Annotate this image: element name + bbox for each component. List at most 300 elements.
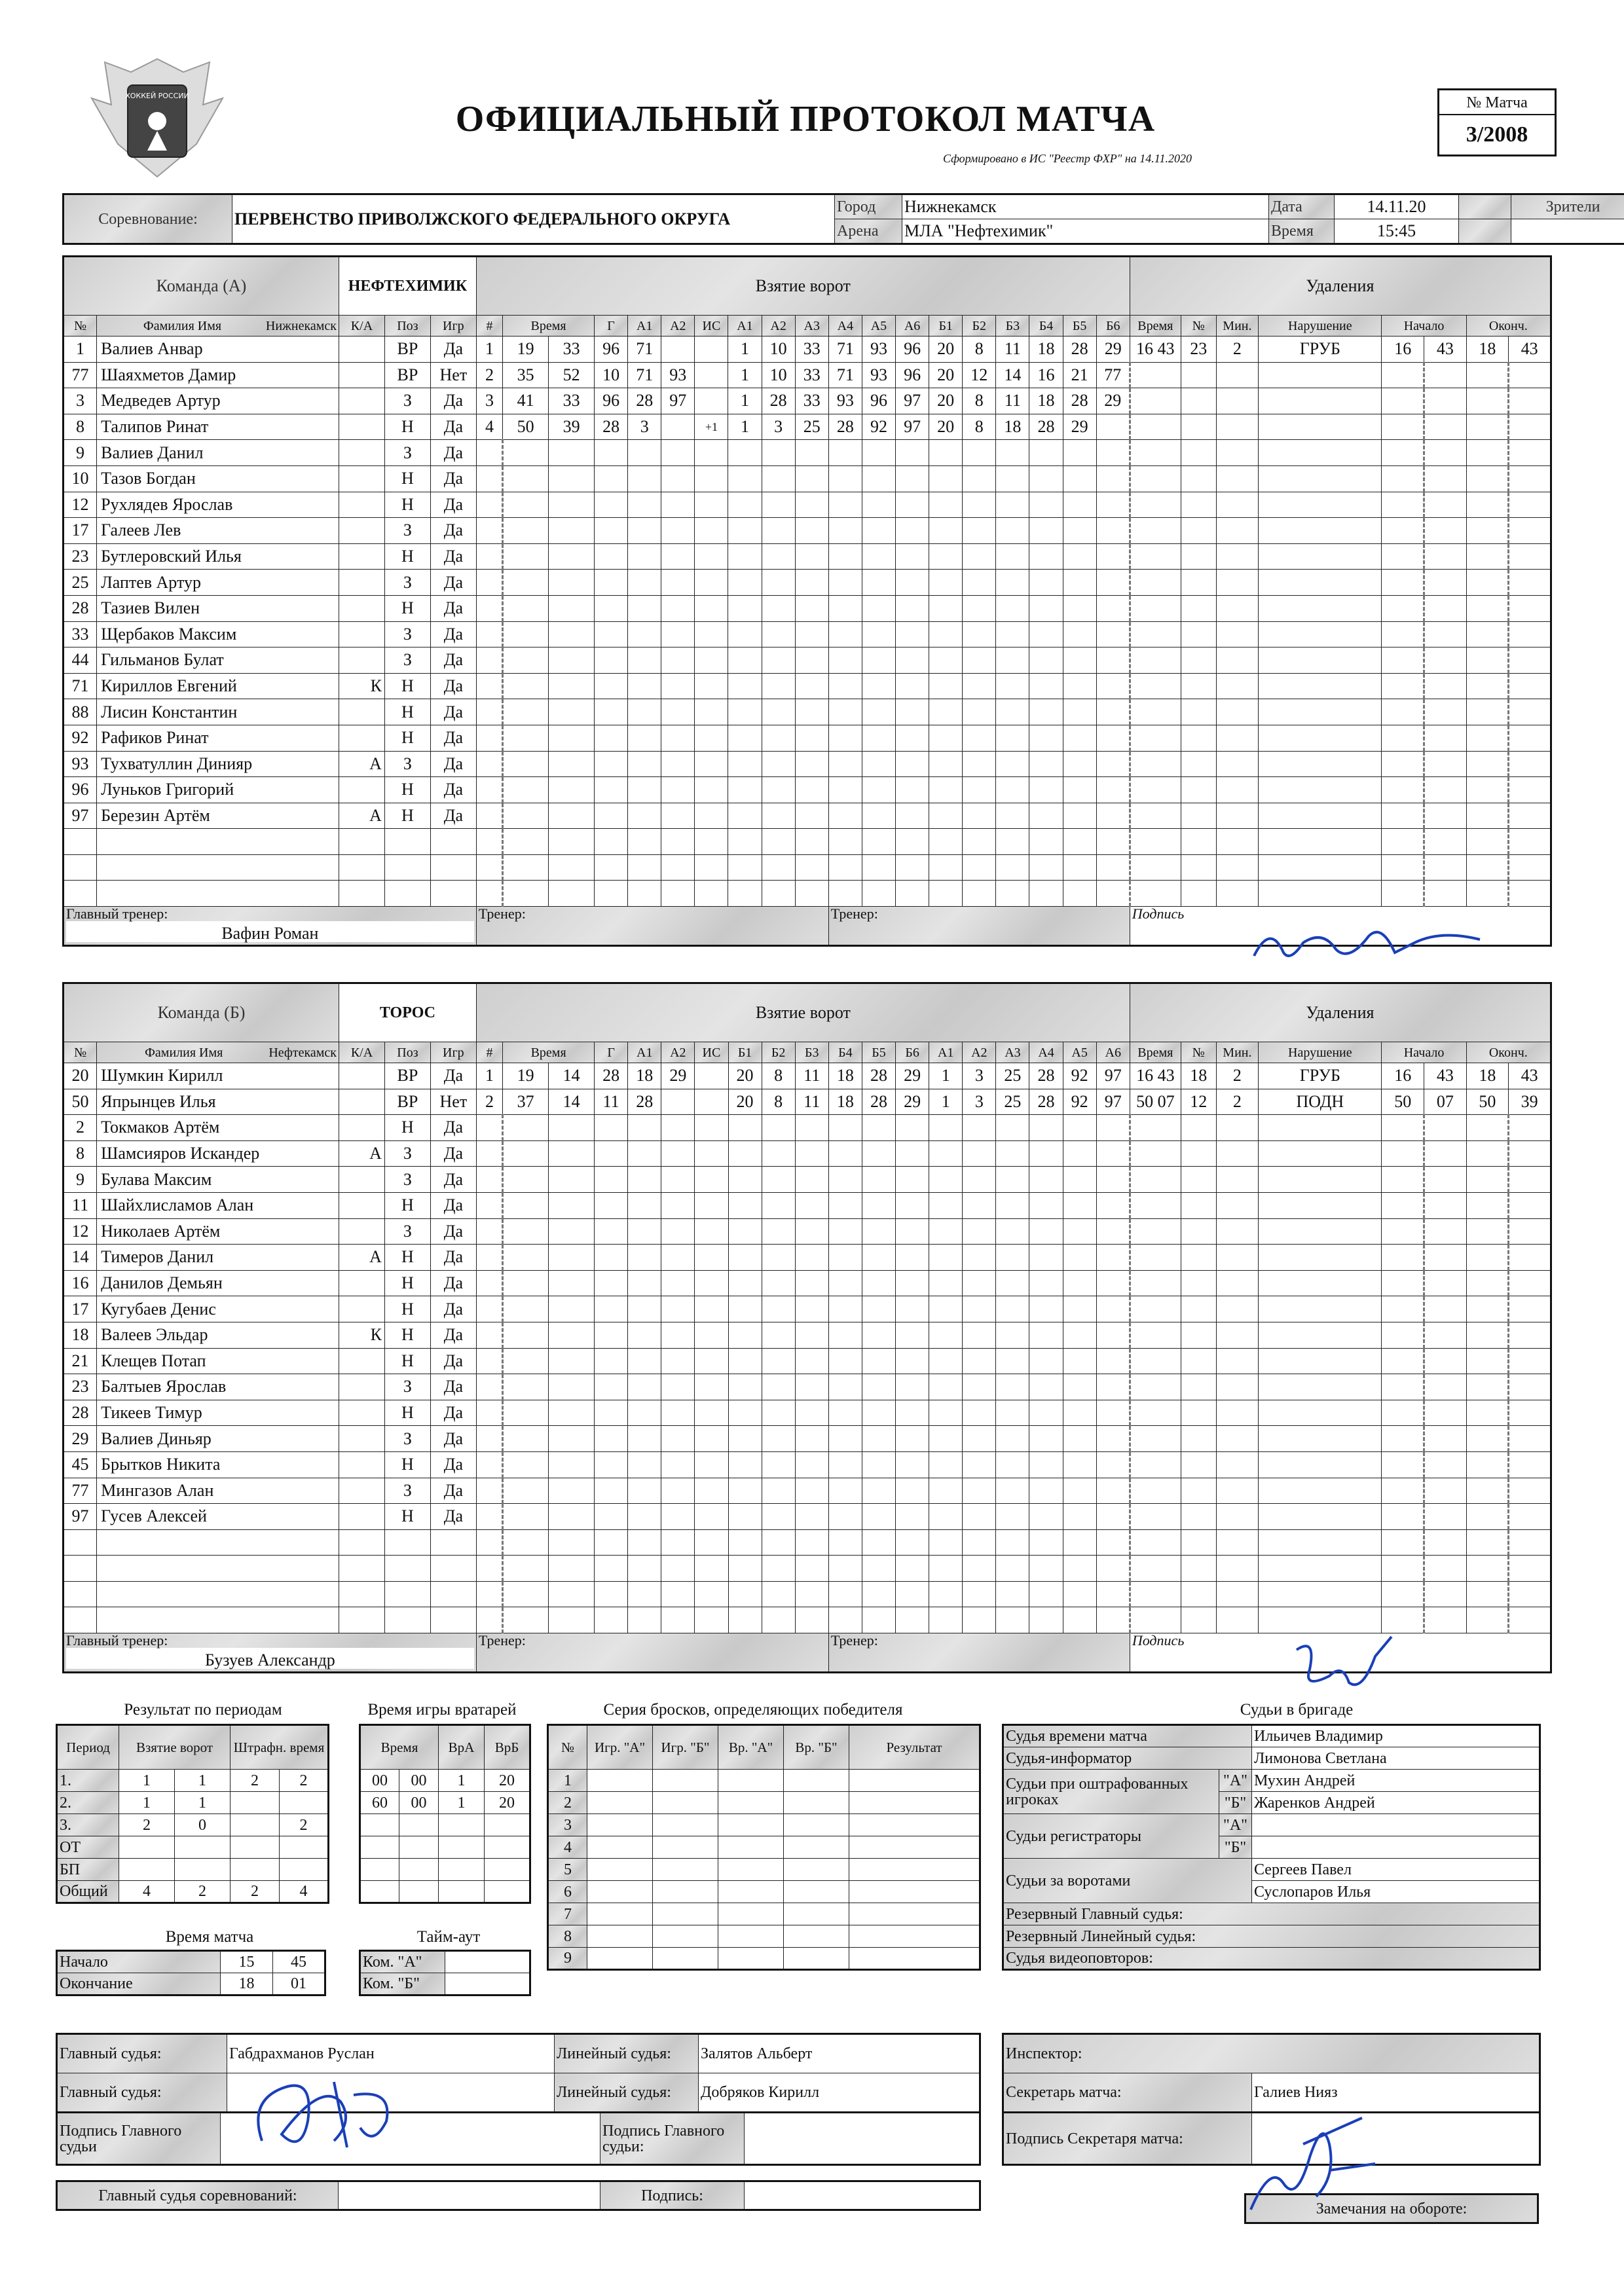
col-onice: А2	[762, 316, 795, 337]
col-onice: Б3	[996, 316, 1029, 337]
penalty-judges-label: Судьи при оштрафованных игроках	[1003, 1770, 1219, 1814]
player-played: Да	[430, 440, 476, 466]
timeout-table	[359, 1950, 531, 1996]
start-hours: 15	[221, 1951, 273, 1973]
goal-onice-player: 97	[1096, 1063, 1130, 1089]
player-number: 97	[64, 803, 97, 829]
player-played: Да	[430, 518, 476, 544]
player-name: Гусев Алексей	[97, 1504, 339, 1530]
player-position: Н	[384, 725, 430, 751]
col-onice: Б3	[795, 1042, 828, 1063]
player-position: Н	[384, 1504, 430, 1530]
period-pim-a	[231, 1836, 280, 1859]
goal-scorer: 28	[595, 414, 628, 440]
penalty-start-min: 16	[1382, 337, 1424, 363]
player-name: Луньков Григорий	[97, 777, 339, 803]
player-played: Нет	[430, 1089, 476, 1115]
player-position: Н	[384, 673, 430, 699]
player-number: 25	[64, 570, 97, 596]
goal-onice-player: 93	[828, 388, 862, 414]
timeout-title: Тайм-аут	[416, 1928, 481, 1946]
player-role	[339, 725, 385, 751]
player-role	[339, 854, 385, 881]
col-pen-end: Оконч.	[1466, 1042, 1551, 1063]
col-onice: А1	[728, 316, 762, 337]
goalie-time-title: Время игры вратарей	[367, 1701, 517, 1719]
goalie-row	[360, 1836, 530, 1859]
player-number: 88	[64, 699, 97, 725]
penalty-player: 18	[1181, 1063, 1216, 1089]
shootout-number: 2	[548, 1792, 587, 1814]
team_b-trainer-2: Тренер:	[828, 1633, 1130, 1673]
penalty-start-sec: 07	[1424, 1089, 1467, 1115]
player-row	[64, 673, 1551, 699]
competition-table	[62, 193, 1624, 245]
shootout-header: Игр. "А"	[587, 1725, 653, 1770]
registrar-label: Судьи регистраторы	[1003, 1814, 1219, 1859]
col-onice: А3	[996, 1042, 1029, 1063]
player-number: 92	[64, 725, 97, 751]
player-played: Да	[430, 673, 476, 699]
col-pos: Поз	[384, 316, 430, 337]
goal-onice-player: 8	[963, 414, 996, 440]
officials-title: Судьи в бригаде	[1240, 1701, 1354, 1719]
goal-onice-player: 1	[728, 388, 762, 414]
coach-a-signature	[1244, 917, 1486, 975]
goal-onice-player: 11	[795, 1063, 828, 1089]
period-row	[57, 1814, 329, 1836]
player-row	[64, 465, 1551, 492]
player-number: 14	[64, 1245, 97, 1271]
player-position: Н	[384, 1322, 430, 1348]
shootout-header: Игр. "Б"	[653, 1725, 718, 1770]
player-role	[339, 777, 385, 803]
goal-onice-player: 28	[828, 414, 862, 440]
player-name: Тухватуллин Динияр	[97, 751, 339, 777]
goalie-b	[485, 1836, 530, 1859]
goalie-time-header: Время	[360, 1725, 439, 1770]
linesman-1: Залятов Альберт	[699, 2034, 980, 2073]
goalie-row	[360, 1859, 530, 1881]
date-value: 14.11.20	[1335, 194, 1459, 219]
goal-onice-player: 92	[1063, 1089, 1096, 1115]
registrar-b-tag: "Б"	[1219, 1836, 1252, 1859]
period-goals-b	[175, 1859, 231, 1881]
goal-number: 2	[476, 1089, 502, 1115]
player-played: Да	[430, 1348, 476, 1374]
period-pim-b: 2	[280, 1770, 329, 1792]
col-onice: А4	[828, 316, 862, 337]
timeout-a-value	[445, 1951, 530, 1973]
player-name: Брытков Никита	[97, 1451, 339, 1478]
goalie-b-header: ВрБ	[485, 1725, 530, 1770]
goal-onice-player: 71	[828, 362, 862, 388]
player-name: Валиев Анвар	[97, 337, 339, 363]
period-name: 2.	[57, 1792, 119, 1814]
goal-onice-player: 97	[1096, 1089, 1130, 1115]
player-played: Нет	[430, 362, 476, 388]
goal-second: 52	[549, 362, 595, 388]
player-position: З	[384, 1478, 430, 1504]
goal-onice-player: 1	[728, 337, 762, 363]
end-label: Окончание	[57, 1973, 221, 1995]
player-number: 44	[64, 647, 97, 674]
player-role	[339, 1581, 385, 1607]
goal-minute: 41	[503, 388, 549, 414]
player-name: Балтыев Ярослав	[97, 1374, 339, 1400]
player-name: Кириллов Евгений	[97, 673, 339, 699]
player-played	[430, 854, 476, 881]
player-row	[64, 518, 1551, 544]
team_b-goals-label: Взятие ворот	[476, 983, 1130, 1042]
goal-scorer: 10	[595, 362, 628, 388]
player-name	[97, 1581, 339, 1607]
goal-onice-player: 1	[929, 1063, 963, 1089]
informer-label: Судья-информатор	[1003, 1747, 1252, 1770]
goal-onice-player: 18	[1029, 388, 1063, 414]
shootout-header: Результат	[849, 1725, 980, 1770]
time-value: 15:45	[1335, 219, 1459, 244]
team_a-city: Нижнекамск	[265, 318, 337, 333]
player-number: 3	[64, 388, 97, 414]
start-label: Начало	[57, 1951, 221, 1973]
player-position	[384, 881, 430, 907]
goalie-minute	[360, 1859, 399, 1881]
player-role	[339, 543, 385, 570]
goal-situation: +1	[695, 414, 728, 440]
player-number: 71	[64, 673, 97, 699]
player-name	[97, 881, 339, 907]
player-role	[339, 1063, 385, 1089]
player-position: ВР	[384, 337, 430, 363]
player-position	[384, 854, 430, 881]
player-number: 96	[64, 777, 97, 803]
period-pim-b	[280, 1859, 329, 1881]
period-row	[57, 1859, 329, 1881]
informer-name: Лимонова Светлана	[1252, 1747, 1540, 1770]
goal-second: 39	[549, 414, 595, 440]
goal-number: 4	[476, 414, 502, 440]
main-referee-1: Габдрахманов Руслан	[227, 2034, 555, 2073]
goal-onice-player: 25	[996, 1063, 1029, 1089]
player-row	[64, 1218, 1551, 1245]
goal-scorer: 28	[595, 1063, 628, 1089]
col-goal: Г	[595, 1042, 628, 1063]
player-number: 45	[64, 1451, 97, 1478]
player-row	[64, 1063, 1551, 1089]
player-number: 21	[64, 1348, 97, 1374]
goal-onice-player: 29	[1063, 414, 1096, 440]
player-row	[64, 854, 1551, 881]
penalty-time: 16 43	[1130, 337, 1181, 363]
goalie-second: 00	[399, 1770, 439, 1792]
player-number: 10	[64, 465, 97, 492]
player-position: Н	[384, 414, 430, 440]
spectators-label: Зрители	[1511, 194, 1624, 219]
period-header: Период	[57, 1725, 119, 1770]
player-played: Да	[430, 1374, 476, 1400]
player-role	[339, 414, 385, 440]
player-row	[64, 1245, 1551, 1271]
goal-onice-player: 1	[929, 1089, 963, 1115]
player-number	[64, 1529, 97, 1556]
player-role: А	[339, 1140, 385, 1167]
goalie-row	[360, 1770, 530, 1792]
player-row	[64, 362, 1551, 388]
player-position: З	[384, 1140, 430, 1167]
penalty-time: 50 07	[1130, 1089, 1181, 1115]
end-hours: 18	[221, 1973, 273, 1995]
player-position: Н	[384, 492, 430, 518]
player-position: З	[384, 1218, 430, 1245]
player-row	[64, 388, 1551, 414]
player-number: 97	[64, 1504, 97, 1530]
player-name: Валеев Эльдар	[97, 1322, 339, 1348]
col-no: №	[64, 316, 97, 337]
shootout-header: Вр. "Б"	[784, 1725, 849, 1770]
col-pen-end: Оконч.	[1466, 316, 1551, 337]
team_b-coach-cell	[64, 1633, 477, 1673]
competition-name: ПЕРВЕНСТВО ПРИВОЛЖСКОГО ФЕДЕРАЛЬНОГО ОКРУГА	[232, 194, 835, 244]
player-row	[64, 440, 1551, 466]
goal-onice-player: 77	[1096, 362, 1130, 388]
player-row	[64, 1581, 1551, 1607]
player-played: Да	[430, 492, 476, 518]
shootout-row	[548, 1903, 980, 1925]
player-played	[430, 829, 476, 855]
goal-assist-1: 71	[628, 362, 661, 388]
period-row	[57, 1792, 329, 1814]
player-role	[339, 881, 385, 907]
goal-onice-player: 3	[762, 414, 795, 440]
penalty-minutes: 2	[1216, 1089, 1259, 1115]
player-name	[97, 829, 339, 855]
goal-onice-player: 93	[862, 362, 895, 388]
player-row	[64, 725, 1551, 751]
col-goal: Г	[595, 316, 628, 337]
col-play: Игр	[430, 1042, 476, 1063]
col-name: Фамилия Имя Нижнекамск	[97, 316, 339, 337]
player-position	[384, 829, 430, 855]
goal-number: 1	[476, 337, 502, 363]
col-name: Фамилия Имя Нефтекамск	[97, 1042, 339, 1063]
player-role	[339, 492, 385, 518]
goal-onice-player: 8	[963, 337, 996, 363]
player-position: З	[384, 1167, 430, 1193]
goal-judge-1: Сергеев Павел	[1252, 1859, 1540, 1881]
goal-assist-2	[661, 414, 695, 440]
reserve-main-label: Резервный Главный судья:	[1003, 1903, 1540, 1925]
player-number: 23	[64, 1374, 97, 1400]
penalty-minutes: 2	[1216, 1063, 1259, 1089]
player-played: Да	[430, 725, 476, 751]
player-position	[384, 1607, 430, 1633]
team_a-goals-label: Взятие ворот	[476, 257, 1130, 316]
referees-table	[56, 2033, 981, 2113]
col-a1: А1	[628, 1042, 661, 1063]
col-is: ИС	[695, 1042, 728, 1063]
col-onice: А1	[929, 1042, 963, 1063]
period-pim-b	[280, 1836, 329, 1859]
player-name: Щербаков Максим	[97, 621, 339, 647]
goalie-a	[439, 1859, 485, 1881]
player-role	[339, 388, 385, 414]
period-name: БП	[57, 1859, 119, 1881]
period-goals-b: 1	[175, 1792, 231, 1814]
page-title: ОФИЦИАЛЬНЫЙ ПРОТОКОЛ МАТЧА	[455, 99, 1156, 139]
team_b-city: Нефтекамск	[268, 1045, 337, 1060]
goal-assist-1: 28	[628, 1089, 661, 1115]
linesman-2-label: Линейный судья:	[555, 2073, 699, 2113]
col-onice: А5	[862, 316, 895, 337]
player-role	[339, 1218, 385, 1245]
goal-onice-player: 29	[896, 1089, 929, 1115]
player-row	[64, 1451, 1551, 1478]
player-position: Н	[384, 1115, 430, 1141]
player-position: З	[384, 647, 430, 674]
player-number: 28	[64, 595, 97, 621]
player-row	[64, 881, 1551, 907]
goal-onice-player: 18	[1029, 337, 1063, 363]
player-role	[339, 570, 385, 596]
goal-assist-2: 93	[661, 362, 695, 388]
player-name: Гильманов Булат	[97, 647, 339, 674]
player-position: З	[384, 621, 430, 647]
end-minutes: 01	[273, 1973, 325, 1995]
goal-onice-player: 28	[862, 1063, 895, 1089]
goal-second: 14	[549, 1063, 595, 1089]
col-onice: А5	[1063, 1042, 1096, 1063]
col-pen-no: №	[1181, 1042, 1216, 1063]
player-played: Да	[430, 803, 476, 829]
player-number: 8	[64, 414, 97, 440]
period-pim-a: 2	[231, 1770, 280, 1792]
shootout-number: 7	[548, 1903, 587, 1925]
player-position: З	[384, 1374, 430, 1400]
period-goals-b: 1	[175, 1770, 231, 1792]
penalty-judge-a: Мухин Андрей	[1252, 1770, 1540, 1792]
player-name: Рафиков Ринат	[97, 725, 339, 751]
chief-sign-label: Подпись:	[600, 2181, 745, 2210]
time-label: Время	[1269, 219, 1335, 244]
player-played: Да	[430, 621, 476, 647]
player-name: Валиев Диньяр	[97, 1426, 339, 1452]
team_a-table	[62, 255, 1552, 947]
col-play: Игр	[430, 316, 476, 337]
col-pen-min: Мин.	[1216, 316, 1259, 337]
player-name: Лисин Константин	[97, 699, 339, 725]
player-position	[384, 1556, 430, 1582]
player-role	[339, 337, 385, 363]
goal-onice-player: 11	[996, 337, 1029, 363]
penalty-a-tag: "А"	[1219, 1770, 1252, 1792]
player-name: Кугубаев Денис	[97, 1296, 339, 1322]
player-name: Талипов Ринат	[97, 414, 339, 440]
signature-table	[56, 2111, 981, 2166]
match-time-table	[56, 1950, 326, 1996]
goal-judges-label: Судьи за воротами	[1003, 1859, 1252, 1903]
goalie-second	[399, 1814, 439, 1836]
goal-situation	[695, 388, 728, 414]
goal-onice-player: 11	[795, 1089, 828, 1115]
linesman-1-label: Линейный судья:	[555, 2034, 699, 2073]
penalty-start-min: 16	[1382, 1063, 1424, 1089]
player-number: 93	[64, 751, 97, 777]
player-played	[430, 1581, 476, 1607]
player-row	[64, 1556, 1551, 1582]
player-row	[64, 1089, 1551, 1115]
player-number: 9	[64, 1167, 97, 1193]
goal-second: 33	[549, 337, 595, 363]
penalty-end-sec: 39	[1509, 1089, 1551, 1115]
penalty-time: 16 43	[1130, 1063, 1181, 1089]
penalty-end-min: 18	[1466, 337, 1509, 363]
player-row	[64, 1140, 1551, 1167]
player-played	[430, 1556, 476, 1582]
player-position: З	[384, 388, 430, 414]
player-played: Да	[430, 414, 476, 440]
periods-title: Результат по периодам	[124, 1701, 282, 1719]
period-pim-b	[280, 1792, 329, 1814]
player-number: 77	[64, 362, 97, 388]
arena-label: Арена	[835, 219, 902, 244]
player-number: 16	[64, 1270, 97, 1296]
player-number: 50	[64, 1089, 97, 1115]
shootout-header: Вр. "А"	[718, 1725, 784, 1770]
goal-onice-player: 25	[795, 414, 828, 440]
period-goals-a: 2	[119, 1814, 175, 1836]
head-coach-name: Бузуев Александр	[66, 1648, 474, 1669]
goal-onice-player: 8	[762, 1063, 795, 1089]
player-number: 8	[64, 1140, 97, 1167]
secretary-label: Секретарь матча:	[1003, 2073, 1252, 2113]
player-number: 17	[64, 518, 97, 544]
player-role	[339, 1607, 385, 1633]
col-onice: Б1	[728, 1042, 762, 1063]
player-number: 11	[64, 1192, 97, 1218]
team_b-coach-sign: Подпись	[1130, 1633, 1551, 1673]
player-played: Да	[430, 751, 476, 777]
goal-assist-2	[661, 337, 695, 363]
player-played: Да	[430, 647, 476, 674]
city-label: Город	[835, 194, 902, 219]
goal-onice-player: 28	[762, 388, 795, 414]
head-coach-label: Главный тренер:	[66, 906, 168, 922]
goal-onice-player: 1	[728, 362, 762, 388]
shootout-table	[547, 1724, 981, 1971]
player-played	[430, 1607, 476, 1633]
period-goals-a: 1	[119, 1792, 175, 1814]
timeout-b-value	[445, 1973, 530, 1995]
goal-onice-player: 8	[963, 388, 996, 414]
goal-onice-player: 20	[929, 337, 963, 363]
goal-onice-player: 20	[929, 362, 963, 388]
goalie-a: 1	[439, 1792, 485, 1814]
col-pen-start: Начало	[1382, 316, 1466, 337]
shootout-number: 1	[548, 1770, 587, 1792]
team_a-label: Команда (А)	[64, 257, 339, 316]
goal-onice-player: 92	[862, 414, 895, 440]
goal-number: 2	[476, 362, 502, 388]
col-onice: Б2	[963, 316, 996, 337]
player-number: 28	[64, 1400, 97, 1426]
page-subtitle: Сформировано в ИС "Реестр ФХР" на 14.11.2020	[943, 152, 1192, 165]
player-row	[64, 1322, 1551, 1348]
col-pen-time: Время	[1130, 1042, 1181, 1063]
goalie-second: 00	[399, 1792, 439, 1814]
secretary-signature	[1231, 2105, 1388, 2223]
period-goals-a	[119, 1859, 175, 1881]
